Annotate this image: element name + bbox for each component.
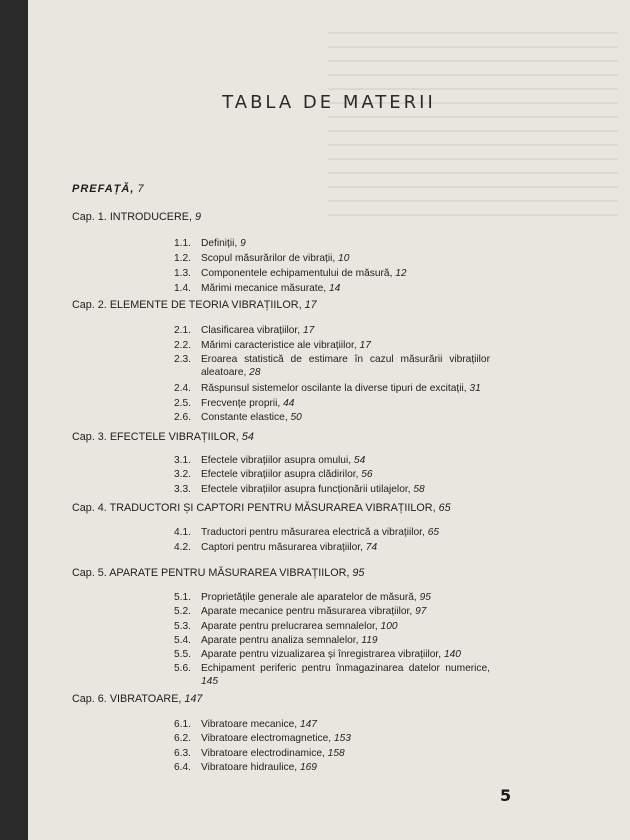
toc-section-1-4: 1.4. Mărimi mecanice măsurate, 14 (174, 283, 341, 294)
chapter-page: 17 (304, 299, 317, 311)
toc-section-5-5: 5.5. Aparate pentru vizualizarea și înregistrarea vibrațiilor, 140 (174, 649, 461, 660)
preface-page: 7 (137, 183, 144, 195)
chapter-page: 54 (241, 431, 254, 443)
preface-entry (72, 183, 144, 195)
chapter-3-heading (72, 431, 254, 443)
toc-section-5-3: 5.3. Aparate pentru prelucrarea semnalelor, 100 (174, 621, 398, 632)
chapter-page: 65 (438, 502, 451, 514)
toc-section-5-1: 5.1. Proprietățile generale ale aparatelor de măsură, 95 (174, 592, 431, 603)
page-title: TABLA DE MATERII (222, 92, 436, 113)
toc-section-5-4: 5.4. Aparate pentru analiza semnalelor, 119 (174, 635, 378, 646)
chapter-title: ELEMENTE DE TEORIA VIBRAȚIILOR, (109, 299, 302, 311)
toc-section-3-1: 3.1. Efectele vibrațiilor asupra omului, 54 (174, 455, 366, 466)
chapter-title: APARATE PENTRU MĂSURAREA VIBRAȚIILOR, (109, 567, 350, 579)
toc-section-5-2: 5.2. Aparate mecanice pentru măsurarea vibrațiilor, 97 (174, 606, 427, 617)
chapter-label: Cap. 6. (72, 693, 107, 705)
toc-section-6-3: 6.3. Vibratoare electrodinamice, 158 (174, 748, 345, 759)
page-number: 5 (500, 786, 512, 805)
chapter-title: INTRODUCERE, (109, 211, 192, 223)
chapter-label: Cap. 4. (72, 502, 107, 514)
chapter-label: Cap. 2. (72, 299, 107, 311)
toc-section-4-1: 4.1. Traductori pentru măsurarea electrică a vibrațiilor, 65 (174, 527, 440, 538)
toc-section-2-6: 2.6. Constante elastice, 50 (174, 412, 302, 423)
toc-section-1-1: 1.1. Definiții, 9 (174, 238, 246, 249)
chapter-title: EFECTELE VIBRAȚIILOR, (109, 431, 239, 443)
toc-section-2-4: 2.4. Răspunsul sistemelor oscilante la diverse tipuri de excitații, 31 (174, 383, 481, 394)
toc-section-6-2: 6.2. Vibratoare electromagnetice, 153 (174, 733, 351, 744)
toc-section-6-4: 6.4. Vibratoare hidraulice, 169 (174, 762, 317, 773)
toc-section-1-2: 1.2. Scopul măsurărilor de vibrații, 10 (174, 253, 350, 264)
book-page (28, 0, 630, 840)
toc-section-4-2: 4.2. Captori pentru măsurarea vibrațiilor, 74 (174, 542, 378, 553)
chapter-page: 95 (352, 567, 365, 579)
toc-section-2-1: 2.1. Clasificarea vibrațiilor, 17 (174, 325, 315, 336)
chapter-page: 9 (195, 211, 202, 223)
toc-section-2-2: 2.2. Mărimi caracteristice ale vibrațiilor, 17 (174, 340, 371, 351)
toc-section-2-5: 2.5. Frecvențe proprii, 44 (174, 398, 295, 409)
chapter-page: 147 (184, 693, 203, 705)
chapter-title: VIBRATOARE, (109, 693, 182, 705)
chapter-4-heading (72, 502, 451, 514)
toc-section-1-3: 1.3. Componentele echipamentului de măsură, 12 (174, 268, 407, 279)
chapter-title: TRADUCTORI ȘI CAPTORI PENTRU MĂSURAREA VIBRAȚIILOR, (109, 502, 436, 514)
toc-section-5-6: 5.6. Echipament periferic pentru înmagazinarea datelor numerice, 145 (174, 663, 490, 687)
chapter-2-heading (72, 299, 317, 311)
toc-section-3-2: 3.2. Efectele vibrațiilor asupra clădirilor, 56 (174, 469, 373, 480)
toc-section-3-3: 3.3. Efectele vibrațiilor asupra funcționării utilajelor, 58 (174, 484, 425, 495)
chapter-label: Cap. 1. (72, 211, 107, 223)
toc-section-2-3: 2.3. Eroarea statistică de estimare în cazul măsurării vibrațiilor aleatoare, 28 (174, 354, 490, 378)
chapter-1-heading (72, 211, 201, 223)
chapter-label: Cap. 3. (72, 431, 107, 443)
toc-section-6-1: 6.1. Vibratoare mecanice, 147 (174, 719, 317, 730)
chapter-5-heading (72, 567, 364, 579)
preface-label: PREFAȚĂ, (72, 183, 135, 195)
chapter-label: Cap. 5. (72, 567, 107, 579)
chapter-6-heading (72, 693, 202, 705)
